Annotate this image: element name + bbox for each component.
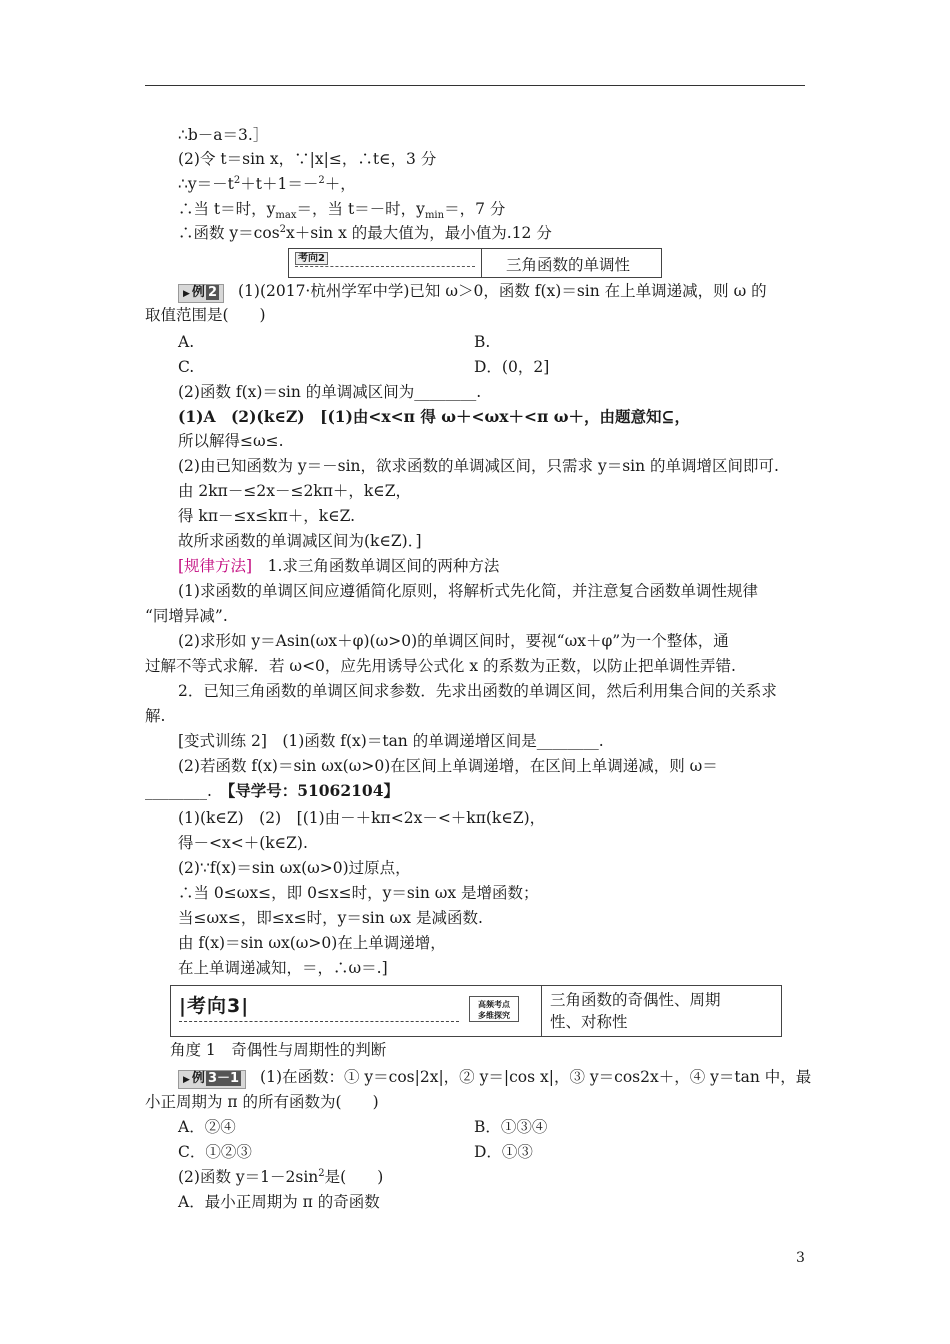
text-line: ∴函数 $y=\cos^2x+\sin$ x 的最大值为，最小值为.12 分 (178, 223, 552, 242)
text-line: ∴当 0≤ωx≤，即 0≤x≤时，y＝sin ωx 是增函数； (178, 884, 539, 902)
text-line: (2)求形如 y＝Asin(ωx＋φ)(ω>0)的单调区间时，要视“ωx＋φ”为一个整体，通 (178, 632, 729, 650)
text-line: (2)函数 $y=1-2\sin^2$是( ) (178, 1167, 384, 1186)
example-badge: ▶ 例 3－1 (178, 1070, 246, 1089)
frequency-stamp: 高频考点 多维探究 (469, 996, 519, 1022)
text-line: ∴b－a＝3.］ (178, 126, 269, 144)
text-line: (1)求函数的单调区间应遵循简化原则，将解析式先化简，并注意复合函数单调性规律 (178, 582, 758, 600)
page-number: 3 (796, 1250, 805, 1266)
text-line: 所以解得≤ω≤. (178, 432, 284, 450)
text-line: (1)(k∈Z) (2) [(1)由－＋kπ<2x－<＋kπ(k∈Z)， (178, 809, 546, 827)
rule-method-tag: [规律方法] (178, 557, 253, 575)
text-line: ________. 【导学号：51062104】 (145, 781, 399, 800)
option-a: A．最小正周期为 π 的奇函数 (178, 1193, 380, 1211)
option-b: B．①③④ (474, 1118, 548, 1136)
text-line: 得 kπ－≤x≤kπ＋，k∈Z. (178, 507, 356, 525)
example-line: ▶ 例 3－1 (1)在函数：① y＝cos|2x|，② y＝|cos x|，③ y＝cos2x＋，④ y＝tan 中，最 (178, 1067, 811, 1089)
text-line: (2)∵f(x)＝sin ωx(ω>0)过原点， (178, 859, 411, 877)
option-d: D．(0，2] (474, 358, 550, 376)
text-line: (2)由已知函数为 y＝－sin，欲求函数的单调减区间，只需求 y＝sin 的单调增区间即可. (178, 457, 779, 475)
topic-title: 三角函数的奇偶性、周期 性、对称性 (550, 991, 721, 1031)
option-b: B. (474, 333, 491, 351)
topic-tag: |考向3| (179, 995, 250, 1017)
text-line: (2)若函数 f(x)＝sin ωx(ω>0)在区间上单调递增，在区间上单调递减，则 ω＝ (178, 757, 718, 775)
text-line: ∴当 t＝时，$y_{max}=$，当 t＝－时，$y_{min}=$，7 分 (178, 200, 506, 222)
option-d: D．①③ (474, 1143, 533, 1161)
text-line: 2．已知三角函数的单调区间求参数．先求出函数的单调区间，然后利用集合间的关系求 (178, 682, 777, 700)
text-line: 取值范围是( ) (145, 306, 266, 324)
option-a: A. (178, 333, 195, 351)
option-c: C．①②③ (178, 1143, 252, 1161)
text-line: 由 2kπ－≤2x－≤2kπ＋，k∈Z， (178, 482, 412, 500)
text-line: 由 f(x)＝sin ωx(ω>0)在上单调递增， (178, 934, 446, 952)
option-c: C. (178, 358, 195, 376)
text-line: 得－<x<＋(k∈Z). (178, 834, 308, 852)
text-line: (2)令 t＝sin x，∵|x|≤，∴t∈，3 分 (178, 150, 437, 168)
topic-title: 三角函数的单调性 (506, 256, 631, 274)
text-line: 故所求函数的单调减区间为(k∈Z)．] (178, 532, 422, 550)
topic-box-3 (170, 985, 782, 1037)
text-line: 小正周期为 π 的所有函数为( ) (145, 1093, 379, 1111)
example-badge: ▶ 例 2 (178, 284, 224, 303)
text-line: [变式训练 2] (1)函数 f(x)＝tan 的单调递增区间是________. (178, 732, 604, 750)
topic-box-2 (288, 248, 662, 278)
header-rule (145, 85, 805, 86)
text-line: 在上单调递减知，＝，∴ω＝.] (178, 959, 388, 977)
text-line: $\therefore y=-t^2+t+1=-^2+$， (178, 174, 356, 193)
solution-line: (1)A (2)(k∈Z) [(1)由<x<π 得 ω＋<ωx＋<π ω＋，由题意知⊆， (178, 407, 690, 426)
text-line: (2)函数 f(x)＝sin 的单调减区间为________. (178, 383, 482, 401)
text-line: “同增异减”. (145, 607, 228, 625)
text-line: 过解不等式求解．若 ω<0，应先用诱导公式化 x 的系数为正数，以防止把单调性弄错. (145, 657, 736, 675)
angle-heading: 角度 1 奇偶性与周期性的判断 (170, 1041, 387, 1059)
topic-tag: 考向2 (295, 252, 328, 265)
text-line: 当≤ωx≤，即≤x≤时，y＝sin ωx 是减函数. (178, 909, 483, 927)
example-line: ▶ 例 2 (1)(2017·杭州学军中学)已知 ω＞0，函数 f(x)＝sin 在上单调递减，则 ω 的 (178, 281, 767, 303)
text-line: [规律方法] 1.求三角函数单调区间的两种方法 (178, 557, 500, 575)
option-a: A．②④ (178, 1118, 236, 1136)
text-line: 解. (145, 707, 166, 725)
